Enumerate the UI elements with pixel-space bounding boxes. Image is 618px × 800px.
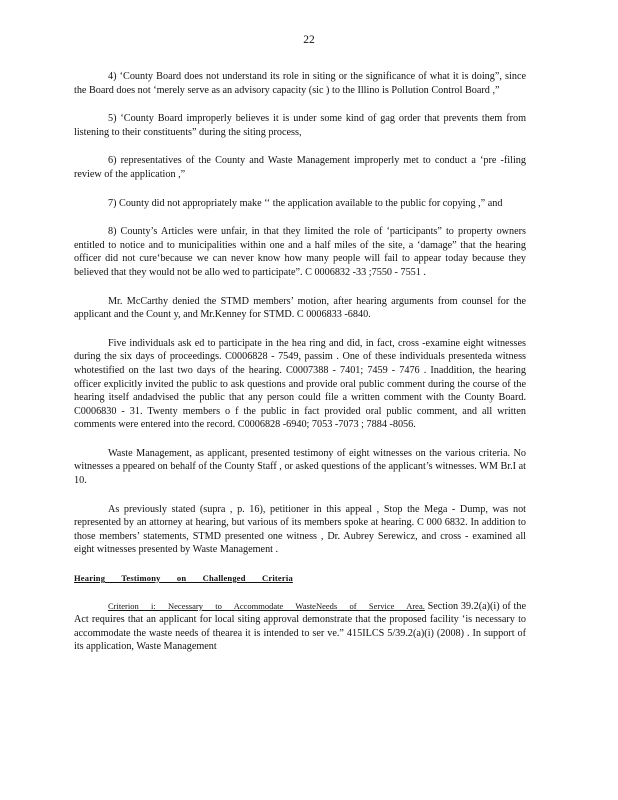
paragraph-waste-management: Waste Management, as applicant, presented testimony of eight witnesses on the various criteria. No witnesses a ppeared on behalf of the County Staff , or asked questions of the applicant’s witnesses. WM Br.I at 10. (74, 447, 526, 487)
paragraph-item-4: 4) ‘County Board does not understand its role in siting or the significance of what it is doing”, since the Board does not ‘merely serve as an advisory capacity (sic ) to the Illino is Pollution Control Board ,” (74, 71, 526, 96)
page-number: 22 (303, 34, 315, 46)
paragraph-item-8: 8) County’s Articles were unfair, in that they limited the role of ‘participants” to property owners entitled to notice and to municipalities within one and a half miles of the site, a ‘damage” that the hearing officer did not cure‘because we can never know how many people will fail to appear today because they believed that they would not be allo wed to participate”. C 0006832 -33 ;7550 - 7551 . (74, 226, 526, 278)
criterion-paragraph (74, 600, 526, 654)
paragraph-mccarthy: Mr. McCarthy denied the STMD members’ motion, after hearing arguments from counsel for the applicant and the Count y, and Mr.Kenney for STMD. C 0006833 -6840. (74, 295, 526, 321)
paragraph-item-6: 6) representatives of the County and Waste Management improperly met to conduct a ‘pre -filing review of the application ,” (74, 155, 526, 180)
document-body (74, 70, 526, 669)
section-heading: Hearing Testimony on Challenged Criteria (74, 573, 293, 584)
paragraph-item-5: 5) ‘County Board improperly believes it is under some kind of gag order that prevents them from listening to their constituents” during the siting process, (74, 113, 526, 138)
paragraph-previously-stated: As previously stated (supra , p. 16), petitioner in this appeal , Stop the Mega - Dump, was not represented by an attorney at hearing, but various of its members spoke at hearing. C 000 6832. In addition to those members’ statements, STMD presented one witness , Dr. Aubrey Serewicz, and cross - examined all eight witnesses presented by Waste Management . (74, 503, 526, 556)
criterion-text: Section 39.2(a)(i) of the Act requires that an applicant for local siting approval demonstrate that the proposed facility ‘is necessary to accommodate the waste needs of thearea it is intended to ser ve.” 415ILCS 5/39.2(a)(i) (2008) . In support of its application, Waste Management (74, 600, 526, 653)
paragraph-five-individuals: Five individuals ask ed to participate in the hea ring and did, in fact, cross -examine eight witnesses during the six days of proceedings. C0006828 - 7549, passim . One of these individuals presenteda witness whotestified on the last two days of the hearing. C0007388 - 7401; 7459 - 7476 . Inaddition, the hearing officer explicitly invited the public to ask questions and provide oral public comment during the course of the hearing itself andadvised the public that any person could file a written comment with the County Board. C0006830 - 31. Twenty members o f the public in fact provided oral public comment, and all written comments were entered into the record. C0006828 -6940; 7053 -7073 ; 7884 -8056. (74, 337, 526, 431)
paragraph-item-7: 7) County did not appropriately make ‘‘ the application available to the public for copying ,” and (108, 197, 503, 209)
criterion-title: Criterion i: Necessary to Accommodate WasteNeeds of Service Area. (108, 600, 425, 611)
